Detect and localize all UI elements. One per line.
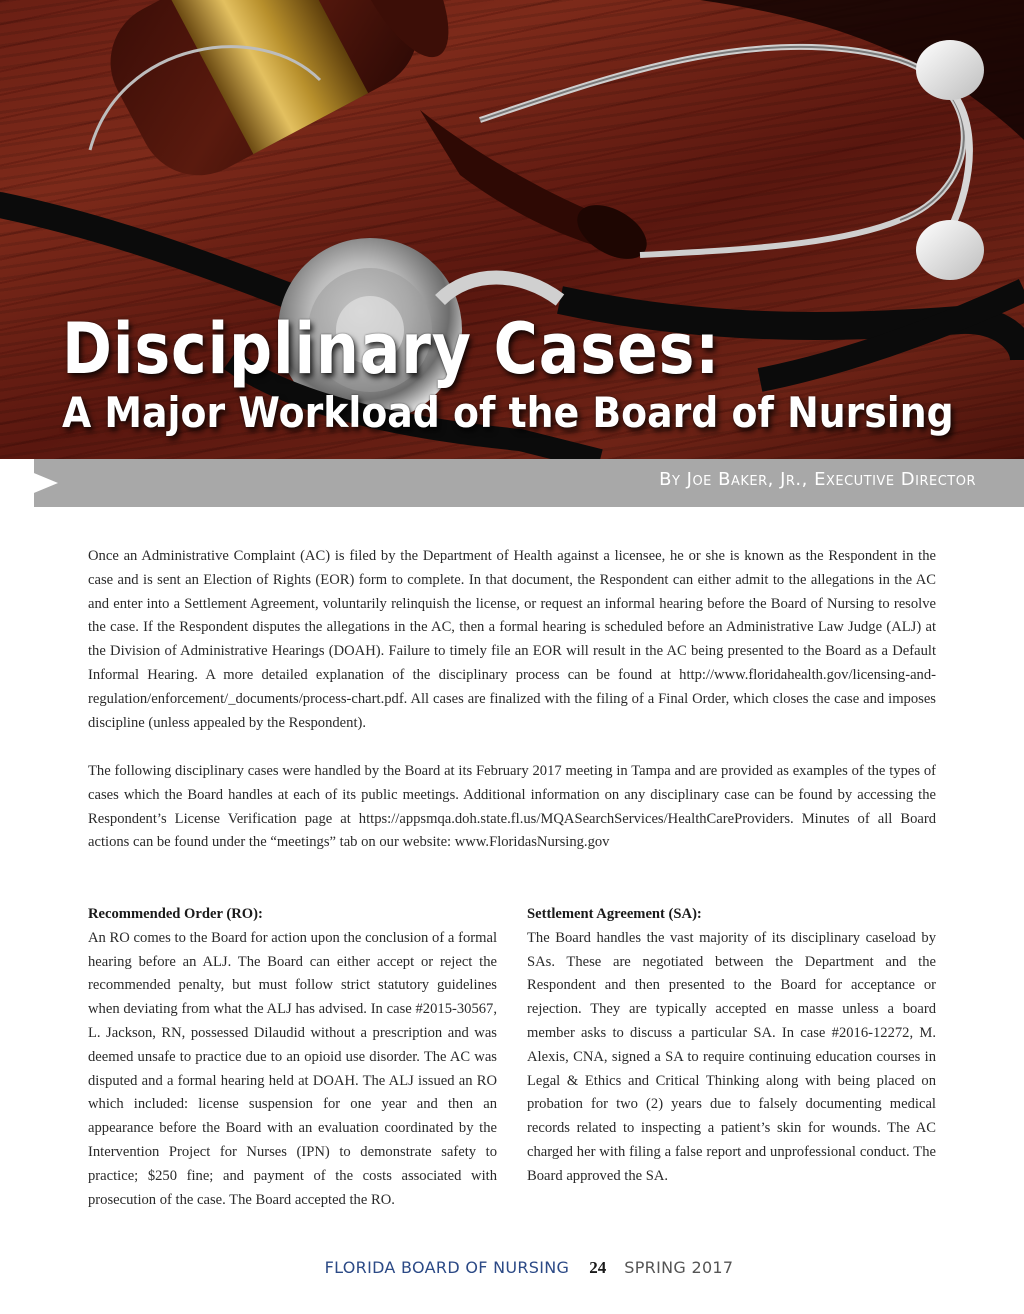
- footer-page-number: 24: [589, 1258, 607, 1277]
- byline: By Joe Baker, Jr., Executive Director: [659, 469, 976, 490]
- page-footer: [0, 1256, 1024, 1281]
- section-heading: Settlement Agreement (SA):: [527, 906, 702, 922]
- section-heading: Recommended Order (RO):: [88, 906, 263, 922]
- page-title: Disciplinary Cases:: [62, 308, 721, 390]
- section-settlement-agreement: [527, 903, 936, 1189]
- section-body: The Board handles the vast majority of its disciplinary caseload by SAs. These are negotiated between the Department and the Respondent and then presented to the Board for acceptance or rejection. They are typically accepted en masse unless a board member asks to discuss a particular SA. In case #2016-12272, M. Alexis, CNA, signed a SA to require continuing education courses in Legal & Ethics and Critical Thinking along with being placed on probation for two (2) years due to falsely documenting medical records related to inspecting a patient’s skin for wounds. The AC charged her with filing a false report and unprofessional conduct. The Board approved the SA.: [527, 929, 936, 1184]
- section-body: An RO comes to the Board for action upon the conclusion of a formal hearing before an ALJ. The Board can either accept or reject the recommended penalty, but must follow strict statutory guidelines when deviating from what the ALJ has advised. In case #2015-30567, L. Jackson, RN, possessed Dilaudid without a prescription and was deemed unsafe to practice due to an opioid use disorder. The AC was disputed and a formal hearing held at DOAH. The ALJ issued an RO which included: license suspension for one year and then an appearance before the Board with an evaluation coordinated by the Intervention Project for Nurses (IPN) to demonstrate safety to practice; $250 fine; and payment of the costs associated with prosecution of the case. The Board accepted the RO.: [88, 929, 497, 1208]
- section-recommended-order: [88, 903, 497, 1212]
- footer-issue: SPRING 2017: [624, 1258, 734, 1277]
- byline-arrow-decoration: [0, 459, 58, 507]
- intro-paragraph: Once an Administrative Complaint (AC) is filed by the Department of Health against a licensee, he or she is known as the Respondent in the case and is sent an Election of Rights (EOR) form to complete. In that document, the Respondent can either admit to the allegations in the AC and enter into a Settlement Agreement, voluntarily relinquish the license, or request an informal hearing before the Board of Nursing to resolve the case. If the Respondent disputes the allegations in the AC, then a formal hearing is scheduled before an Administrative Law Judge (ALJ) at the Division of Administrative Hearings (DOAH). Failure to timely file an EOR will result in the AC being presented to the Board as a Default Informal Hearing. A more detailed explanation of the disciplinary process can be found at http://www.floridahealth.gov/licensing-and-regulation/enforcement/_documents/process-chart.pdf. All cases are finalized with the filing of a Final Order, which closes the case and imposes discipline (unless appealed by the Respondent).: [88, 548, 936, 731]
- intro-paragraph: The following disciplinary cases were handled by the Board at its February 2017 meeting in Tampa and are provided as examples of the types of cases which the Board handles at each of its public meetings. Additional information on any disciplinary case can be found by accessing the Respondent’s License Verification page at https://appsmqa.doh.state.fl.us/MQASearchServices/HealthCareProviders. Minutes of all Board actions can be found under the “meetings” tab on our website: www.FloridasNursing.gov: [88, 763, 936, 851]
- footer-publication: FLORIDA BOARD OF NURSING: [324, 1258, 570, 1277]
- hero-image: [0, 0, 1024, 460]
- page-subtitle: A Major Workload of the Board of Nursing: [62, 388, 954, 437]
